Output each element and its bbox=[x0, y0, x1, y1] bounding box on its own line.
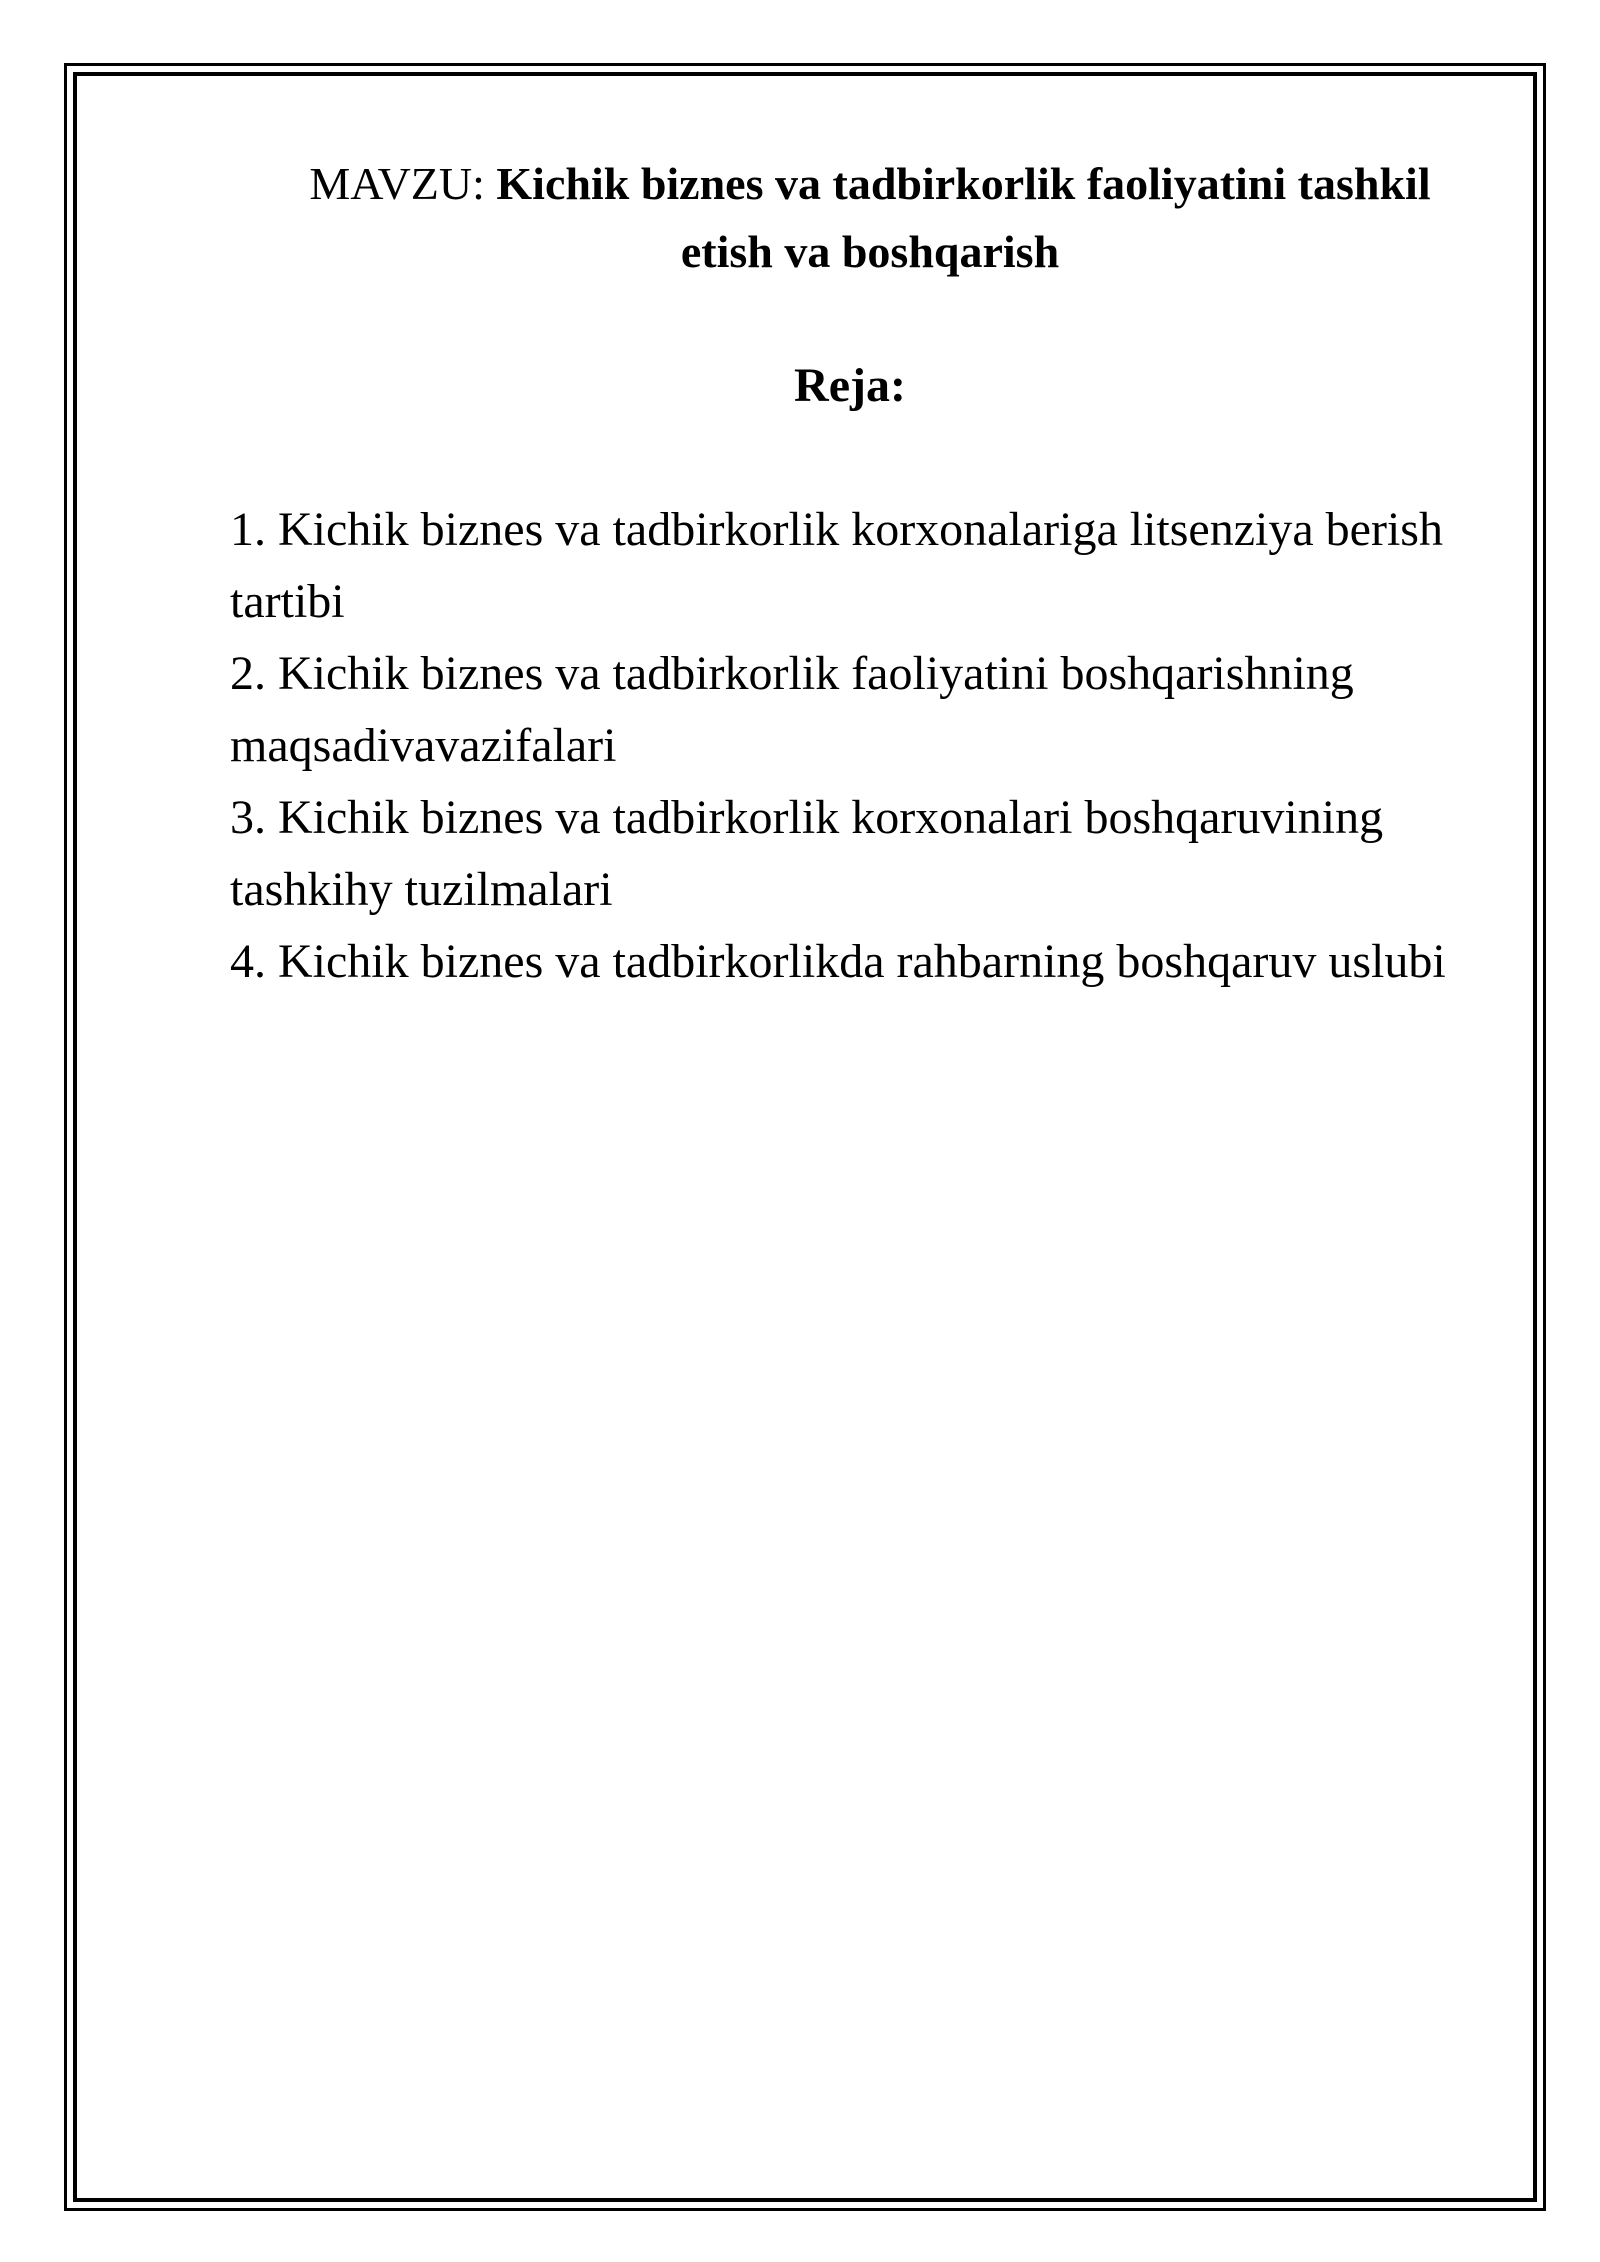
title-lead: MAVZU: bbox=[309, 158, 497, 209]
plan-item: 1. Kichik biznes va tadbirkorlik korxonalariga litsenziya berish tartibi bbox=[230, 503, 1443, 628]
plan-heading: Reja: bbox=[794, 359, 906, 412]
page-content bbox=[230, 150, 1470, 998]
plan-list bbox=[230, 494, 1470, 998]
plan-item: 4. Kichik biznes va tadbirkorlikda rahbarning boshqaruv uslubi bbox=[230, 935, 1446, 988]
title-main: Kichik biznes va tadbirkorlik faoliyatini tashkil etish va boshqarish bbox=[496, 158, 1431, 277]
page-title bbox=[230, 150, 1470, 286]
plan-item: 3. Kichik biznes va tadbirkorlik korxonalari boshqaruvining tashkihy tuzilmalari bbox=[230, 791, 1384, 916]
plan-item: 2. Kichik biznes va tadbirkorlik faoliyatini boshqarishning maqsadivavazifalari bbox=[230, 647, 1354, 772]
